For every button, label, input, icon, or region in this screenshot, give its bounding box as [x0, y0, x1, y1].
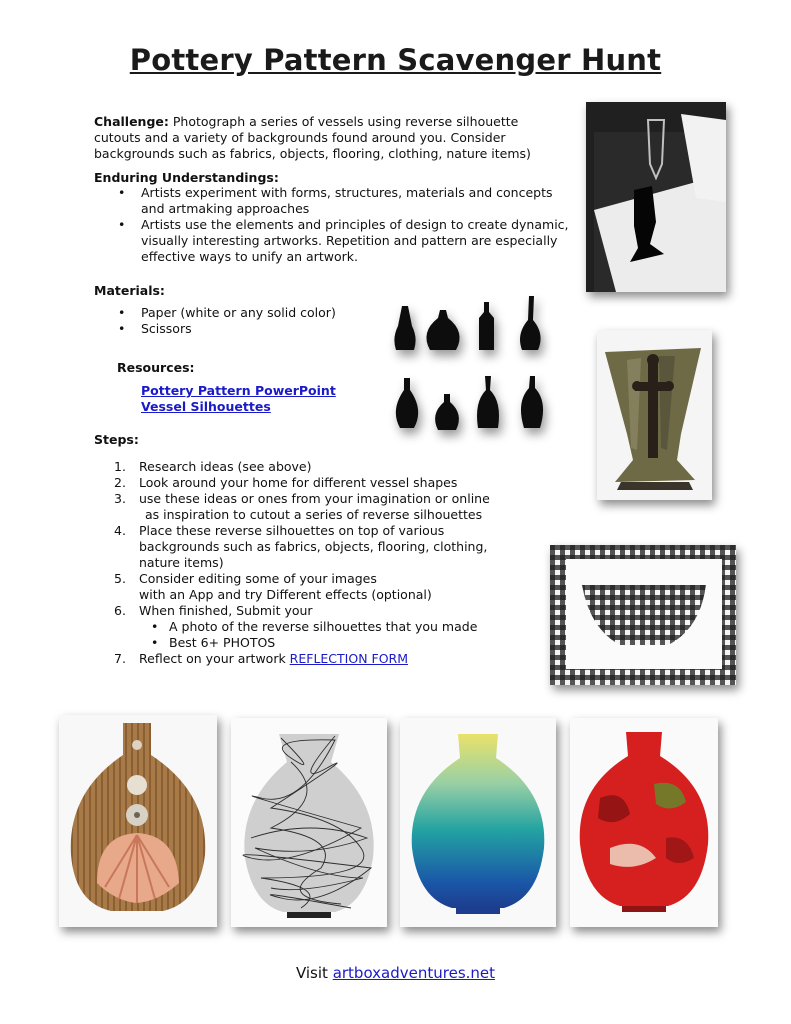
submit-subitem: • Best 6+ PHOTOS	[139, 635, 494, 651]
cross-on-wood-photo	[597, 330, 712, 500]
page-title: Pottery Pattern Scavenger Hunt	[129, 43, 662, 77]
challenge-text: Photograph a series of vessels using reverse silhouette cutouts and a variety of backgrounds found around you. Consider backgrounds such as fabrics, objects, flooring, clothing, nature items)	[94, 114, 531, 161]
gingham-bowl-photo	[550, 545, 736, 685]
watercolor-vessel-photo	[400, 718, 556, 927]
challenge-paragraph	[94, 114, 566, 162]
reflection-form-link[interactable]: REFLECTION FORM	[289, 651, 409, 666]
materials-item: • Scissors	[94, 321, 394, 337]
red-marble-vessel-photo	[570, 718, 718, 927]
enduring-list	[94, 185, 572, 265]
step-item: 5. Consider editing some of your images with an App and try Different effects (optional)	[114, 571, 432, 602]
enduring-item: • Artists use the elements and principles of design to create dynamic, visually interesting artworks. Repetition and pattern are especially effective ways to unify an artwork.	[94, 217, 572, 265]
glass-silhouette-photo	[586, 102, 726, 292]
materials-heading: Materials:	[94, 283, 165, 298]
challenge-label: Challenge:	[94, 114, 169, 129]
steps-heading: Steps:	[94, 432, 139, 447]
step-item: 1. Research ideas (see above)	[114, 459, 312, 474]
powerpoint-link[interactable]: Pottery Pattern PowerPoint	[141, 383, 336, 398]
scribble-vessel-photo	[231, 718, 387, 927]
step-item: 3. use these ideas or ones from your imagination or online as inspiration to cutout a series of reverse silhouettes	[114, 491, 490, 522]
footer	[0, 964, 791, 982]
submit-sublist	[139, 619, 494, 651]
enduring-item: • Artists experiment with forms, structures, materials and concepts and artmaking approaches	[94, 185, 572, 217]
vessel-silhouettes-link[interactable]: Vessel Silhouettes	[141, 399, 271, 414]
vessel-silhouettes-graphic	[390, 290, 550, 440]
step-item: 7. Reflect on your artwork REFLECTION FORM	[114, 651, 409, 666]
shells-vessel-photo	[59, 715, 217, 927]
materials-item: • Paper (white or any solid color)	[94, 305, 394, 321]
enduring-heading: Enduring Understandings:	[94, 170, 279, 185]
resources-links	[141, 383, 336, 415]
footer-website-link[interactable]: artboxadventures.net	[332, 964, 496, 982]
steps-list	[94, 459, 494, 667]
materials-list	[94, 305, 394, 337]
step-item: 2. Look around your home for different vessel shapes	[114, 475, 458, 490]
step-item: 4. Place these reverse silhouettes on top of various backgrounds such as fabrics, objects, flooring, clothing, nature items)	[114, 523, 488, 570]
step-item: 6. When finished, Submit your • A photo of the reverse silhouettes that you made • Best 6+ PHOTOS	[94, 603, 494, 651]
footer-prefix: Visit	[295, 964, 333, 982]
resources-heading: Resources:	[117, 360, 195, 375]
submit-subitem: • A photo of the reverse silhouettes that you made	[139, 619, 494, 635]
